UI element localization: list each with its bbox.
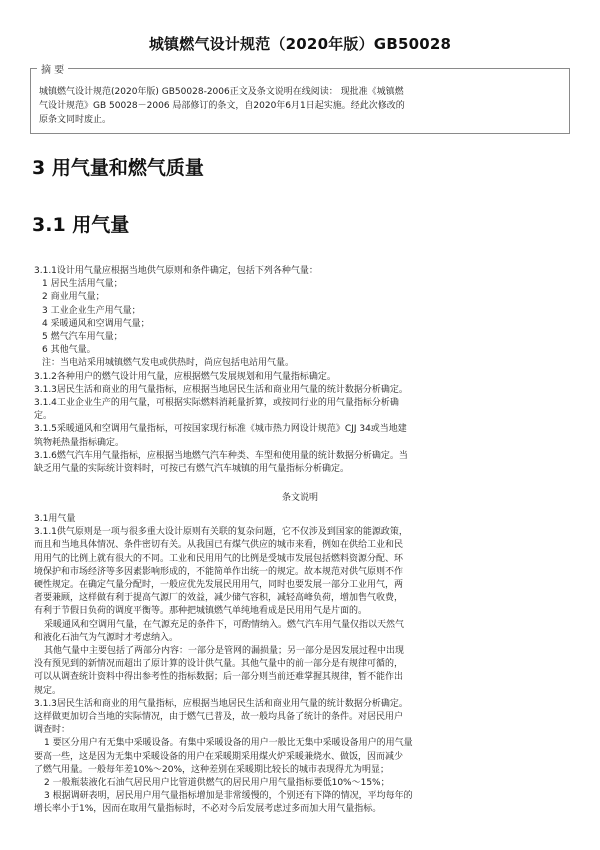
text-line: 要高一些，这是因为无集中采暖设备的用户在采暖期采用煤火炉采暖兼烧水、做饭，因而减少: [34, 751, 404, 762]
clauses-block: [34, 265, 570, 476]
clause-3-1-5-cont: 筑物耗热量指标确定。: [34, 437, 125, 448]
text-line: 境保护和市场经济等多因素影响形成的，不能简单作出统一的规定。故本规范对供气原则不作: [34, 566, 404, 577]
text-line: 规定。: [34, 685, 62, 696]
text-line: 而且和当地具体情况、条件密切有关。从我国已有煤气供应的城市来看，例如在供给工业和民: [34, 540, 404, 551]
text-line: 没有预见到的新情况而超出了原计算的设计供气量。其他气量中的前一部分是有规律可循的，: [34, 659, 404, 670]
clause-3-1-6: 3.1.6燃气汽车用气量指标，应根据当地燃气汽车种类、车型和使用量的统计数据分析确定。当: [34, 450, 408, 461]
text-line: 调查时：: [34, 725, 71, 736]
text-line: 2 一般瓶装液化石油气居民用户比管道供燃气的居民用户用气量指标要低10%～15%；: [44, 778, 390, 789]
clause-3-1-3: 3.1.3居民生活和商业的用气量指标，应根据当地居民生活和商业用气量的统计数据分析确定。: [34, 384, 408, 395]
abstract-text: [39, 85, 561, 127]
explanation-block: [34, 513, 570, 817]
chapter-heading: 3 用气量和燃气质量: [32, 157, 204, 179]
abstract-box: [30, 65, 570, 134]
text-line: 3 根据调研表明，居民用户用气量指标增加是非常缓慢的，个别还有下降的情况，平均每年的: [44, 791, 413, 802]
clause-3-1-2: 3.1.2各种用户的燃气设计用气量，应根据燃气发展规划和用气量指标确定。: [34, 371, 336, 382]
text-line: 1 要区分用户有无集中采暖设备。有集中采暖设备的用户一般比无集中采暖设备用户的用气量: [44, 738, 413, 749]
text-line: 可以从调查统计资料中得出参考性的指标数据；后一部分则当前还难掌握其规律，暂不能作出: [34, 672, 404, 683]
text-line: 采暖通风和空调用气量，在气源充足的条件下，可酌情纳入。燃气汽车用气量仅指以天然气: [44, 619, 405, 630]
text-line: 有利于节假日负荷的调度平衡等。那种把城镇燃气单纯地看成是民用用气是片面的。: [34, 606, 368, 617]
list-item: 1 居民生活用气量；: [42, 279, 123, 290]
text-line: 者要兼顾，这样做有利于提高气源厂的效益，减少储气容积，减轻高峰负荷，增加售气收费，: [34, 593, 404, 604]
abstract-label: 摘 要: [37, 61, 68, 76]
list-item: 3 工业企业生产用气量；: [42, 305, 141, 316]
list-item: 2 商业用气量；: [42, 292, 105, 303]
text-line: 和液化石油气为气源时才考虑纳入。: [34, 632, 179, 643]
list-item: 5 燃气汽车用气量；: [42, 332, 123, 343]
explanation-title: 条文说明: [281, 493, 318, 503]
clause-3-1-5: 3.1.5采暖通风和空调用气量指标，可按国家现行标准《城市热力网设计规范》CJJ 34或当地建: [34, 424, 407, 435]
clause-3-1-6-cont: 缺乏用气量的实际统计资料时，可按已有燃气汽车城镇的用气量指标分析确定。: [34, 464, 350, 475]
section-heading: 3.1 用气量: [32, 214, 130, 236]
text-line: 其他气量中主要包括了两部分内容：一部分是管网的漏损量；另一部分是因发展过程中出现: [44, 646, 405, 657]
clause-note: 注：当电站采用城镇燃气发电或供热时，尚应包括电站用气量。: [42, 358, 295, 369]
abstract-line: 城镇燃气设计规范(2020年版) GB50028-2006正文及条文说明在线阅读： 现批准《城镇燃: [39, 87, 404, 97]
text-line: 了燃气用量。一般每年差10%～20%，这种差别在采暖期比较长的城市表现得尤为明显；: [34, 764, 390, 775]
abstract-line: 原条文同时废止。: [39, 115, 112, 125]
text-line: 3.1.3居民生活和商业的用气量指标，应根据当地居民生活和商业用气量的统计数据分析确定。: [34, 698, 408, 709]
text-line: 这样做更加切合当地的实际情况，由于燃气已普及，故一般均具备了统计的条件。对居民用户: [34, 712, 404, 723]
explanation-subheading: 3.1用气量: [34, 514, 76, 524]
clause-3-1-1: 3.1.1设计用气量应根据当地供气原则和条件确定，包括下列各种气量：: [34, 266, 318, 276]
clause-3-1-4: 3.1.4工业企业生产的用气量，可根据实际燃料消耗量折算，或按同行业的用气量指标分析确: [34, 398, 399, 409]
clause-3-1-4-cont: 定。: [34, 411, 53, 422]
document-title: 城镇燃气设计规范（2020年版）GB50028: [148, 35, 452, 53]
text-line: 硬性规定。在确定气量分配时，一般应优先发展民用用气，同时也要发展一部分工业用气，两: [34, 580, 404, 591]
list-item: 6 其他气量。: [42, 345, 96, 356]
list-item: 4 采暖通风和空调用气量；: [42, 318, 150, 329]
text-line: 3.1.1供气原则是一项与很多重大设计原则有关联的复杂问题，它不仅涉及到国家的能源政策，: [34, 527, 408, 538]
text-line: 用用气的比例上就有很大的不同。工业和民用用气的比例是受城市发展包括燃料资源分配、环: [34, 553, 404, 564]
text-line: 增长率小于1%，因而在取用气量指标时，不必对今后发展考虑过多而加大用气量指标。: [34, 804, 382, 815]
abstract-line: 气设计规范》GB 50028－2006 局部修订的条文，自2020年6月1日起实施。经此次修改的: [39, 101, 405, 111]
